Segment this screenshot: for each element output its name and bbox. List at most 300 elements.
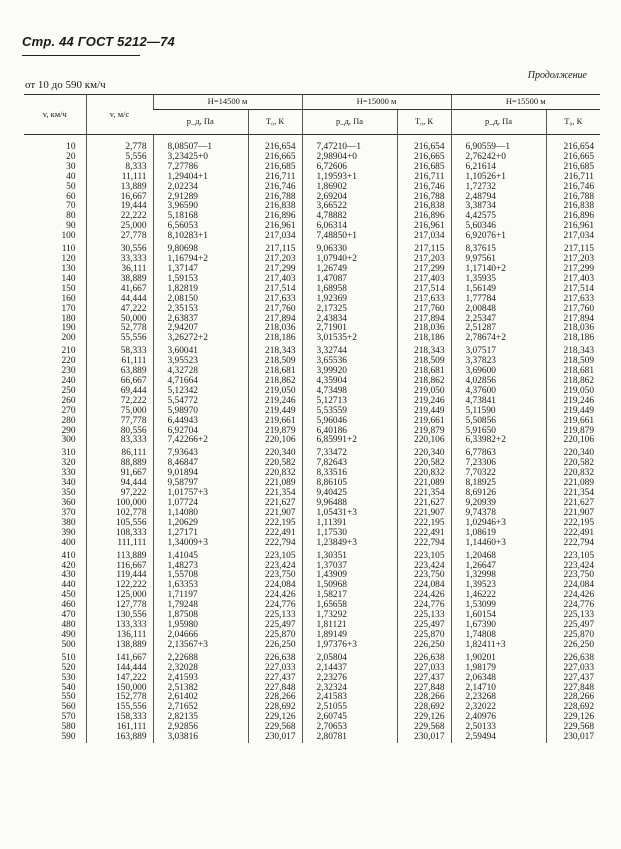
cell-temp-h14500: 221,354 <box>248 489 302 499</box>
cell-pressure-h15500: 1,02946+3 <box>451 519 546 529</box>
cell-speed-kmh: 400 <box>61 537 76 548</box>
cell-pressure-h15500: 5,50856 <box>451 417 546 427</box>
cell-speed-ms: 36,111 <box>86 265 153 275</box>
cell-pressure-h15500: 3,69600 <box>451 367 546 377</box>
cell-temp-h15000: 219,449 <box>397 407 451 417</box>
cell-temp-h14500: 217,894 <box>248 315 302 325</box>
cell-pressure-h15000: 7,82643 <box>302 459 397 469</box>
cell-speed-kmh: 430 <box>61 570 76 581</box>
cell-temp-h15000: 216,685 <box>397 163 451 173</box>
cell-speed-ms: 155,556 <box>86 703 153 713</box>
cell-pressure-h15000: 3,01535+2 <box>302 334 397 347</box>
table-row <box>24 265 600 275</box>
cell-pressure-h15000: 5,96046 <box>302 417 397 427</box>
cell-temp-h15000: 224,776 <box>397 601 451 611</box>
cell-temp-h15500: 229,126 <box>546 713 600 723</box>
cell-pressure-h14500: 4,32728 <box>153 367 248 377</box>
table-body <box>24 135 600 743</box>
cell-temp-h15500: 221,907 <box>546 509 600 519</box>
cell-temp-h15500: 216,838 <box>546 202 600 212</box>
cell-speed-ms: 86,111 <box>86 449 153 459</box>
table-row <box>24 232 600 245</box>
cell-pressure-h15500: 4,73841 <box>451 397 546 407</box>
cell-speed-ms: 66,667 <box>86 377 153 387</box>
cell-temp-h14500: 216,665 <box>248 153 302 163</box>
cell-speed-ms: 2,778 <box>86 135 153 153</box>
cell-pressure-h14500: 1,14080 <box>153 509 248 519</box>
cell-speed-ms: 144,444 <box>86 664 153 674</box>
cell-pressure-h14500: 1,07724 <box>153 499 248 509</box>
cell-speed-kmh: 90 <box>66 221 76 232</box>
col-header-v-ms: v, м/с <box>86 95 153 135</box>
cell-speed-kmh: 50 <box>66 181 76 192</box>
cell-temp-h15000: 225,870 <box>397 631 451 641</box>
cell-temp-h15500: 217,633 <box>546 295 600 305</box>
cell-temp-h15500: 217,203 <box>546 255 600 265</box>
cell-pressure-h15500: 2,23268 <box>451 693 546 703</box>
cell-speed-ms: 158,333 <box>86 713 153 723</box>
cell-pressure-h15500: 1,32998 <box>451 571 546 581</box>
cell-temp-h14500: 218,681 <box>248 367 302 377</box>
cell-pressure-h14500: 1,63353 <box>153 581 248 591</box>
cell-pressure-h15500: 6,21614 <box>451 163 546 173</box>
cell-pressure-h14500: 2,22688 <box>153 654 248 664</box>
cell-temp-h14500: 221,627 <box>248 499 302 509</box>
cell-pressure-h15000: 6,40186 <box>302 427 397 437</box>
altitude-header-2: H=15000 м <box>302 95 451 110</box>
cell-temp-h15000: 224,426 <box>397 591 451 601</box>
cell-temp-h15500: 220,106 <box>546 436 600 449</box>
cell-temp-h15000: 216,838 <box>397 202 451 212</box>
cell-temp-h15500: 219,449 <box>546 407 600 417</box>
table-row <box>24 347 600 357</box>
cell-pressure-h14500: 2,63837 <box>153 315 248 325</box>
cell-temp-h14500: 229,568 <box>248 723 302 733</box>
cell-pressure-h15000: 1,89149 <box>302 631 397 641</box>
cell-temp-h15500: 216,788 <box>546 193 600 203</box>
table-row <box>24 654 600 664</box>
cell-temp-h15500: 228,266 <box>546 693 600 703</box>
cell-speed-kmh: 440 <box>61 580 76 591</box>
cell-temp-h14500: 227,437 <box>248 674 302 684</box>
cell-speed-ms: 91,667 <box>86 469 153 479</box>
cell-temp-h15000: 220,582 <box>397 459 451 469</box>
cell-pressure-h15000: 1,43909 <box>302 571 397 581</box>
table-row <box>24 324 600 334</box>
cell-speed-kmh: 290 <box>61 425 76 436</box>
table-row <box>24 499 600 509</box>
table-row <box>24 684 600 694</box>
cell-speed-ms: 52,778 <box>86 324 153 334</box>
cell-pressure-h15500: 1,20468 <box>451 552 546 562</box>
table-row <box>24 571 600 581</box>
cell-pressure-h15500: 2,32022 <box>451 703 546 713</box>
cell-temp-h14500: 219,246 <box>248 397 302 407</box>
cell-pressure-h15000: 7,48850+1 <box>302 232 397 245</box>
cell-temp-h15000: 223,105 <box>397 552 451 562</box>
cell-temp-h14500: 228,266 <box>248 693 302 703</box>
cell-pressure-h15500: 6,77863 <box>451 449 546 459</box>
cell-pressure-h15000: 1,11391 <box>302 519 397 529</box>
cell-temp-h14500: 228,692 <box>248 703 302 713</box>
cell-temp-h15000: 219,661 <box>397 417 451 427</box>
cell-pressure-h15000: 1,37037 <box>302 562 397 572</box>
table-row <box>24 377 600 387</box>
cell-pressure-h14500: 1,79248 <box>153 601 248 611</box>
cell-temp-h15000: 221,089 <box>397 479 451 489</box>
cell-pressure-h15000: 2,98904+0 <box>302 153 397 163</box>
table-row <box>24 509 600 519</box>
cell-speed-ms: 19,444 <box>86 202 153 212</box>
cell-speed-kmh: 470 <box>61 610 76 621</box>
cell-temp-h14500: 220,832 <box>248 469 302 479</box>
table-row <box>24 245 600 255</box>
col-header-pressure: p_д, Па <box>302 110 397 135</box>
cell-speed-ms: 75,000 <box>86 407 153 417</box>
cell-speed-kmh: 490 <box>61 629 76 640</box>
cell-pressure-h14500: 1,34009+3 <box>153 539 248 552</box>
cell-temp-h15000: 216,788 <box>397 193 451 203</box>
table-row <box>24 703 600 713</box>
cell-speed-kmh: 580 <box>61 722 76 733</box>
cell-speed-kmh: 40 <box>66 171 76 182</box>
altitude-header-1: H=14500 м <box>153 95 302 110</box>
cell-pressure-h15500: 1,90201 <box>451 654 546 664</box>
cell-temp-h15500: 224,426 <box>546 591 600 601</box>
cell-temp-h15500: 223,105 <box>546 552 600 562</box>
cell-pressure-h15500: 1,14460+3 <box>451 539 546 552</box>
cell-speed-ms: 138,889 <box>86 641 153 654</box>
cell-temp-h14500: 217,760 <box>248 305 302 315</box>
cell-pressure-h15500: 1,10526+1 <box>451 173 546 183</box>
cell-temp-h15500: 225,133 <box>546 611 600 621</box>
cell-temp-h14500: 217,203 <box>248 255 302 265</box>
altitude-header-3: H=15500 м <box>451 95 600 110</box>
cell-speed-ms: 30,556 <box>86 245 153 255</box>
cell-pressure-h15000: 1,19593+1 <box>302 173 397 183</box>
cell-pressure-h15000: 1,05431+3 <box>302 509 397 519</box>
cell-temp-h15000: 217,115 <box>397 245 451 255</box>
col-header-temperature: Т₀, К <box>397 110 451 135</box>
cell-temp-h14500: 227,848 <box>248 684 302 694</box>
table-row <box>24 631 600 641</box>
cell-pressure-h14500: 2,13567+3 <box>153 641 248 654</box>
cell-speed-kmh: 550 <box>61 692 76 703</box>
cell-speed-ms: 38,889 <box>86 275 153 285</box>
cell-temp-h15500: 217,403 <box>546 275 600 285</box>
cell-temp-h14500: 217,034 <box>248 232 302 245</box>
cell-speed-ms: 61,111 <box>86 357 153 367</box>
cell-speed-ms: 122,222 <box>86 581 153 591</box>
cell-temp-h15500: 223,424 <box>546 562 600 572</box>
cell-speed-ms: 69,444 <box>86 387 153 397</box>
cell-speed-kmh: 300 <box>61 435 76 446</box>
cell-temp-h15500: 224,084 <box>546 581 600 591</box>
cell-pressure-h14500: 8,10283+1 <box>153 232 248 245</box>
page-header: Стр. 44 ГОСТ 5212—74 <box>22 34 175 49</box>
cell-temp-h15000: 218,186 <box>397 334 451 347</box>
cell-temp-h15000: 218,862 <box>397 377 451 387</box>
cell-temp-h14500: 223,424 <box>248 562 302 572</box>
cell-speed-ms: 44,444 <box>86 295 153 305</box>
table-row <box>24 173 600 183</box>
cell-pressure-h14500: 1,71197 <box>153 591 248 601</box>
cell-pressure-h15500: 2,59494 <box>451 733 546 743</box>
cell-pressure-h14500: 2,51382 <box>153 684 248 694</box>
cell-pressure-h14500: 5,18168 <box>153 212 248 222</box>
cell-temp-h15000: 220,832 <box>397 469 451 479</box>
table-row <box>24 183 600 193</box>
cell-pressure-h14500: 1,16794+2 <box>153 255 248 265</box>
cell-temp-h15500: 220,340 <box>546 449 600 459</box>
cell-pressure-h15000: 2,60745 <box>302 713 397 723</box>
cell-temp-h15500: 216,665 <box>546 153 600 163</box>
cell-pressure-h15000: 1,65658 <box>302 601 397 611</box>
cell-speed-kmh: 570 <box>61 712 76 723</box>
cell-speed-ms: 152,778 <box>86 693 153 703</box>
cell-temp-h15500: 217,034 <box>546 232 600 245</box>
cell-speed-ms: 163,889 <box>86 733 153 743</box>
cell-temp-h14500: 216,838 <box>248 202 302 212</box>
cell-pressure-h14500: 3,23425+0 <box>153 153 248 163</box>
cell-pressure-h15500: 1,67390 <box>451 621 546 631</box>
cell-speed-ms: 130,556 <box>86 611 153 621</box>
cell-temp-h14500: 223,105 <box>248 552 302 562</box>
cell-temp-h14500: 219,050 <box>248 387 302 397</box>
cell-temp-h15500: 224,776 <box>546 601 600 611</box>
cell-temp-h15500: 221,089 <box>546 479 600 489</box>
cell-temp-h14500: 216,654 <box>248 135 302 153</box>
cell-pressure-h15500: 1,39523 <box>451 581 546 591</box>
cell-pressure-h14500: 2,08150 <box>153 295 248 305</box>
table-row <box>24 357 600 367</box>
cell-speed-kmh: 20 <box>66 151 76 162</box>
table-row <box>24 436 600 449</box>
cell-temp-h15000: 220,340 <box>397 449 451 459</box>
cell-speed-kmh: 10 <box>66 142 76 152</box>
cell-temp-h15000: 230,017 <box>397 733 451 743</box>
cell-pressure-h14500: 9,58797 <box>153 479 248 489</box>
cell-speed-kmh: 110 <box>61 244 76 255</box>
cell-temp-h14500: 226,250 <box>248 641 302 654</box>
cell-temp-h14500: 217,633 <box>248 295 302 305</box>
table-row <box>24 733 600 743</box>
cell-pressure-h15500: 8,37615 <box>451 245 546 255</box>
cell-pressure-h14500: 5,12342 <box>153 387 248 397</box>
cell-pressure-h15500: 1,46222 <box>451 591 546 601</box>
table-row <box>24 459 600 469</box>
cell-temp-h15000: 225,497 <box>397 621 451 631</box>
cell-pressure-h15500: 2,50133 <box>451 723 546 733</box>
cell-temp-h15000: 217,299 <box>397 265 451 275</box>
cell-pressure-h15500: 7,23306 <box>451 459 546 469</box>
cell-temp-h15500: 218,186 <box>546 334 600 347</box>
table-row <box>24 601 600 611</box>
cell-temp-h15000: 227,437 <box>397 674 451 684</box>
cell-pressure-h15000: 3,66522 <box>302 202 397 212</box>
cell-temp-h14500: 218,509 <box>248 357 302 367</box>
cell-speed-ms: 141,667 <box>86 654 153 664</box>
cell-temp-h15500: 216,896 <box>546 212 600 222</box>
table-row <box>24 723 600 733</box>
cell-pressure-h14500: 3,26272+2 <box>153 334 248 347</box>
cell-speed-ms: 58,333 <box>86 347 153 357</box>
cell-temp-h15500: 221,627 <box>546 499 600 509</box>
cell-speed-kmh: 210 <box>61 346 76 357</box>
cell-pressure-h15000: 1,58217 <box>302 591 397 601</box>
cell-speed-ms: 80,556 <box>86 427 153 437</box>
cell-temp-h14500: 217,115 <box>248 245 302 255</box>
table-row <box>24 305 600 315</box>
cell-pressure-h14500: 8,46847 <box>153 459 248 469</box>
cell-speed-kmh: 220 <box>61 356 76 367</box>
cell-pressure-h14500: 1,27171 <box>153 529 248 539</box>
table-row <box>24 562 600 572</box>
cell-temp-h14500: 224,084 <box>248 581 302 591</box>
cell-pressure-h14500: 1,37147 <box>153 265 248 275</box>
cell-pressure-h14500: 9,80698 <box>153 245 248 255</box>
cell-pressure-h15000: 1,50968 <box>302 581 397 591</box>
cell-temp-h15000: 218,343 <box>397 347 451 357</box>
cell-pressure-h15000: 3,32744 <box>302 347 397 357</box>
cell-pressure-h15500: 1,98179 <box>451 664 546 674</box>
cell-speed-ms: 8,333 <box>86 163 153 173</box>
cell-speed-ms: 119,444 <box>86 571 153 581</box>
col-header-temperature: Т₀, К <box>546 110 600 135</box>
cell-temp-h15000: 216,746 <box>397 183 451 193</box>
cell-pressure-h15500: 1,08619 <box>451 529 546 539</box>
cell-temp-h15500: 219,879 <box>546 427 600 437</box>
cell-temp-h15000: 228,692 <box>397 703 451 713</box>
cell-pressure-h15500: 2,76242+0 <box>451 153 546 163</box>
cell-speed-ms: 94,444 <box>86 479 153 489</box>
cell-speed-ms: 161,111 <box>86 723 153 733</box>
cell-temp-h15000: 222,491 <box>397 529 451 539</box>
cell-pressure-h14500: 6,92704 <box>153 427 248 437</box>
table-row <box>24 489 600 499</box>
cell-temp-h15500: 216,961 <box>546 222 600 232</box>
cell-pressure-h14500: 1,29404+1 <box>153 173 248 183</box>
cell-pressure-h15000: 2,70653 <box>302 723 397 733</box>
cell-temp-h15000: 216,665 <box>397 153 451 163</box>
cell-temp-h15500: 219,246 <box>546 397 600 407</box>
cell-temp-h15000: 226,638 <box>397 654 451 664</box>
cell-pressure-h14500: 2,41593 <box>153 674 248 684</box>
cell-speed-kmh: 190 <box>61 323 76 334</box>
table-row <box>24 449 600 459</box>
cell-pressure-h15000: 1,73292 <box>302 611 397 621</box>
cell-pressure-h15500: 6,33982+2 <box>451 436 546 449</box>
cell-temp-h15500: 217,514 <box>546 285 600 295</box>
cell-pressure-h15000: 3,99920 <box>302 367 397 377</box>
cell-speed-kmh: 540 <box>61 682 76 693</box>
cell-pressure-h14500: 3,96590 <box>153 202 248 212</box>
cell-speed-kmh: 270 <box>61 405 76 416</box>
cell-temp-h15500: 227,848 <box>546 684 600 694</box>
cell-speed-ms: 27,778 <box>86 232 153 245</box>
cell-pressure-h15500: 4,02856 <box>451 377 546 387</box>
cell-pressure-h15000: 1,30351 <box>302 552 397 562</box>
cell-speed-ms: 116,667 <box>86 562 153 572</box>
cell-speed-kmh: 310 <box>61 448 76 459</box>
cell-temp-h14500: 220,340 <box>248 449 302 459</box>
table-row <box>24 674 600 684</box>
cell-pressure-h15000: 8,86105 <box>302 479 397 489</box>
cell-pressure-h15000: 9,06330 <box>302 245 397 255</box>
cell-pressure-h15500: 5,91650 <box>451 427 546 437</box>
table-row <box>24 222 600 232</box>
cell-pressure-h15000: 4,35904 <box>302 377 397 387</box>
cell-speed-kmh: 520 <box>61 662 76 673</box>
cell-temp-h14500: 216,896 <box>248 212 302 222</box>
cell-pressure-h15500: 2,00848 <box>451 305 546 315</box>
cell-speed-kmh: 500 <box>61 639 76 650</box>
cell-temp-h14500: 217,299 <box>248 265 302 275</box>
cell-speed-ms: 63,889 <box>86 367 153 377</box>
cell-pressure-h14500: 1,59153 <box>153 275 248 285</box>
cell-pressure-h15000: 1,92369 <box>302 295 397 305</box>
cell-pressure-h15500: 1,53099 <box>451 601 546 611</box>
cell-speed-kmh: 560 <box>61 702 76 713</box>
cell-pressure-h14500: 2,91289 <box>153 193 248 203</box>
cell-pressure-h15500: 1,17140+2 <box>451 265 546 275</box>
cell-pressure-h15000: 2,05804 <box>302 654 397 664</box>
cell-pressure-h14500: 4,71664 <box>153 377 248 387</box>
cell-pressure-h14500: 2,71652 <box>153 703 248 713</box>
cell-temp-h15500: 230,017 <box>546 733 600 743</box>
cell-temp-h15500: 218,343 <box>546 347 600 357</box>
cell-temp-h15000: 218,036 <box>397 324 451 334</box>
cell-temp-h14500: 218,343 <box>248 347 302 357</box>
cell-temp-h15000: 226,250 <box>397 641 451 654</box>
col-header-pressure: p_д, Па <box>451 110 546 135</box>
table-row <box>24 713 600 723</box>
cell-pressure-h15000: 2,71901 <box>302 324 397 334</box>
cell-speed-kmh: 200 <box>61 333 76 344</box>
cell-pressure-h14500: 7,93643 <box>153 449 248 459</box>
cell-temp-h15000: 221,627 <box>397 499 451 509</box>
cell-pressure-h15000: 1,26749 <box>302 265 397 275</box>
cell-pressure-h14500: 2,82135 <box>153 713 248 723</box>
cell-pressure-h15000: 1,23849+3 <box>302 539 397 552</box>
cell-temp-h14500: 224,426 <box>248 591 302 601</box>
cell-speed-kmh: 160 <box>61 293 76 304</box>
cell-speed-ms: 136,111 <box>86 631 153 641</box>
cell-speed-kmh: 70 <box>66 201 76 212</box>
cell-pressure-h15500: 2,48794 <box>451 193 546 203</box>
cell-pressure-h14500: 7,27786 <box>153 163 248 173</box>
range-label: от 10 до 590 км/ч <box>25 79 106 91</box>
cell-speed-ms: 41,667 <box>86 285 153 295</box>
cell-temp-h15500: 216,711 <box>546 173 600 183</box>
table-row <box>24 295 600 305</box>
cell-pressure-h14500: 5,98970 <box>153 407 248 417</box>
cell-temp-h14500: 225,497 <box>248 621 302 631</box>
cell-temp-h14500: 225,133 <box>248 611 302 621</box>
cell-temp-h15500: 216,685 <box>546 163 600 173</box>
cell-speed-kmh: 140 <box>61 273 76 284</box>
cell-temp-h15500: 222,195 <box>546 519 600 529</box>
cell-temp-h14500: 230,017 <box>248 733 302 743</box>
cell-pressure-h14500: 6,44943 <box>153 417 248 427</box>
cell-speed-ms: 102,778 <box>86 509 153 519</box>
cell-pressure-h14500: 1,95980 <box>153 621 248 631</box>
cell-speed-ms: 108,333 <box>86 529 153 539</box>
col-header-temperature: Т₀, К <box>248 110 302 135</box>
cell-speed-kmh: 460 <box>61 600 76 611</box>
cell-temp-h14500: 216,788 <box>248 193 302 203</box>
cell-pressure-h15000: 4,78882 <box>302 212 397 222</box>
